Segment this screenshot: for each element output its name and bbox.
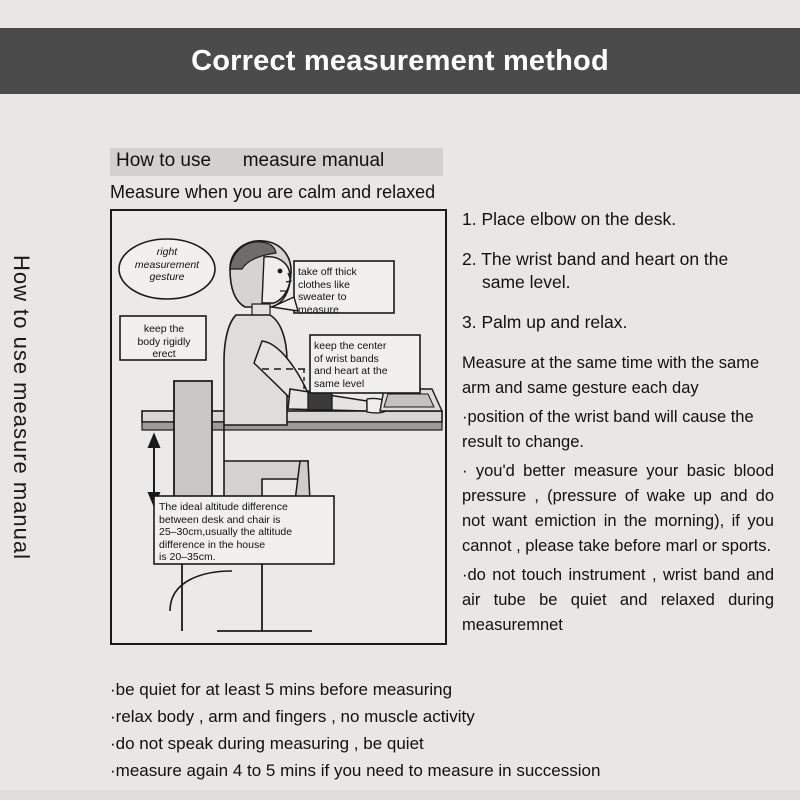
callout-center-bubble bbox=[310, 335, 420, 393]
page-title: Correct measurement method bbox=[191, 45, 609, 77]
callout-gesture-label: right measurement gesture bbox=[134, 246, 200, 283]
step-2-text-line2: same level. bbox=[482, 272, 571, 292]
callout-erect-label: keep the body rigidly erect bbox=[137, 323, 191, 360]
step-3-text: Palm up and relax. bbox=[481, 312, 628, 332]
callout-desk-chair-bubble bbox=[154, 496, 334, 564]
callout-center-label: keep the center of wrist bands and heart at the same level bbox=[314, 340, 388, 390]
subtitle: Measure when you are calm and relaxed bbox=[110, 182, 436, 202]
step-2-number: 2. bbox=[462, 249, 477, 269]
note-4: ·do not touch instrument , wrist band and air tube be quiet and relaxed during measuremnet bbox=[462, 566, 774, 634]
bottom-bullet-1: ·be quiet for at least 5 mins before measuring bbox=[110, 680, 453, 699]
callout-erect-bubble bbox=[120, 316, 206, 360]
callout-gesture-bubble bbox=[119, 239, 215, 299]
callout-clothes-label: take off thick clothes like sweater to measure bbox=[298, 266, 357, 316]
note-3: · you'd better measure your basic blood pressure , (pressure of wake up and do not want emiction in the morning), if you cannot , please take before marl or sports. bbox=[462, 462, 774, 555]
bottom-bullet-list bbox=[110, 676, 710, 784]
illustration-panel bbox=[110, 209, 447, 645]
bottom-bullet-3: ·do not speak during measuring , be quiet bbox=[110, 734, 424, 753]
step-3-number: 3. bbox=[462, 312, 477, 332]
howto-bar-label: How to use measure manual bbox=[116, 150, 385, 171]
seated-posture-illustration bbox=[112, 211, 445, 643]
bottom-strip bbox=[0, 790, 800, 800]
bottom-bullet-2: ·relax body , arm and fingers , no muscle activity bbox=[110, 707, 475, 726]
step-2-text-line1: The wrist band and heart on the bbox=[481, 249, 729, 269]
instructions-column bbox=[462, 208, 774, 638]
step-1-number: 1. bbox=[462, 209, 477, 229]
bottom-bullet-4: ·measure again 4 to 5 mins if you need to measure in succession bbox=[110, 761, 601, 780]
callout-desk-chair-label: The ideal altitude difference between desk and chair is 25–30cm,usually the altitude difference in the house is 20–35cm. bbox=[159, 501, 293, 563]
callout-clothes-bubble bbox=[294, 261, 394, 313]
step-2 bbox=[462, 248, 774, 294]
step-1 bbox=[462, 208, 774, 231]
note-1: Measure at the same time with the same arm and same gesture each day bbox=[462, 354, 760, 397]
note-2: ·position of the wrist band will cause the result to change. bbox=[462, 408, 754, 451]
step-3 bbox=[462, 311, 774, 334]
side-vertical-title: How to use measure manual bbox=[9, 255, 34, 561]
step-1-text: Place elbow on the desk. bbox=[481, 209, 677, 229]
